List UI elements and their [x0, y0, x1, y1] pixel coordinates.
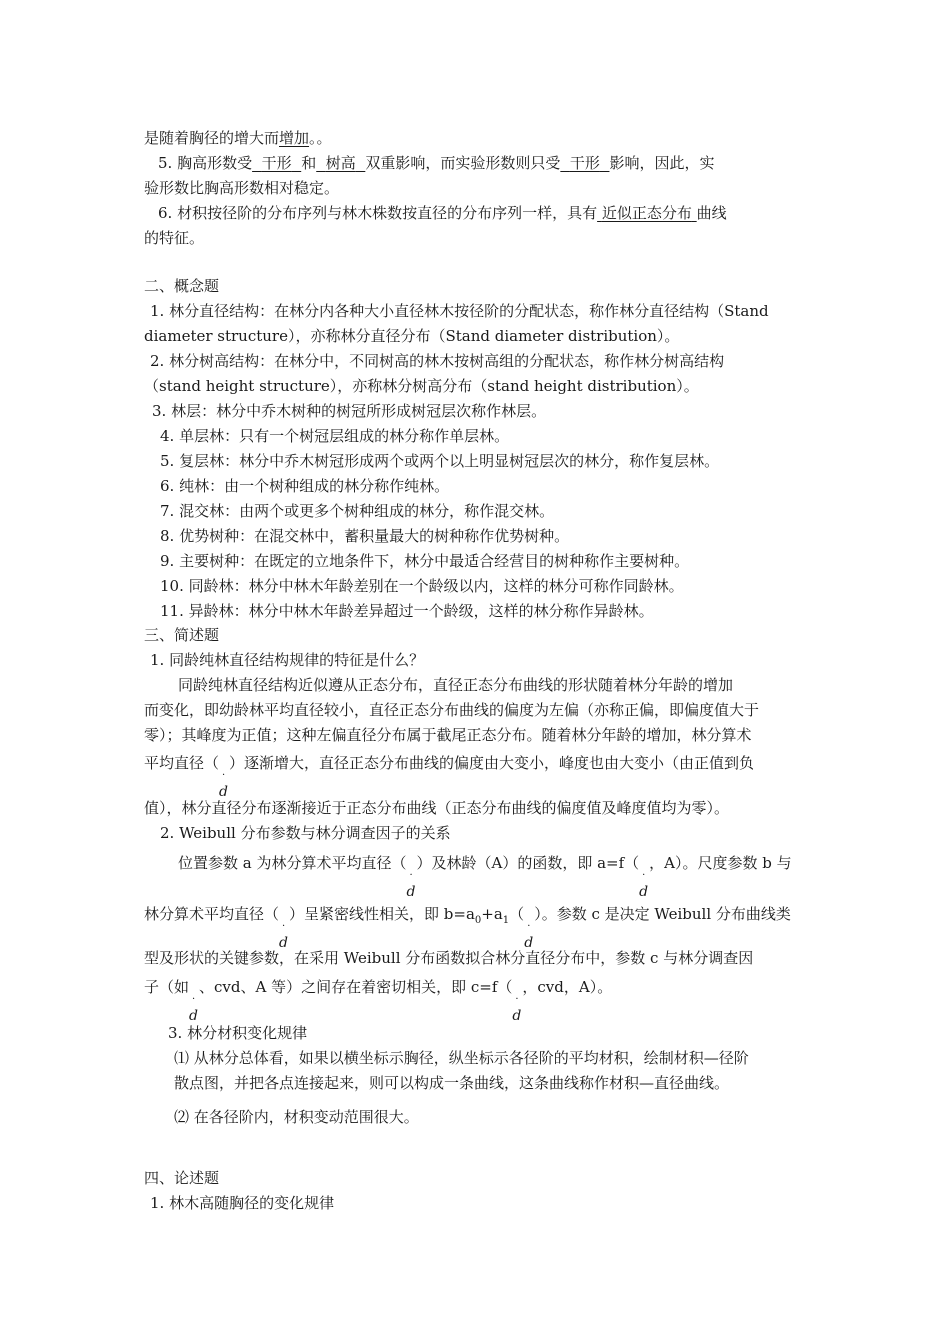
- paragraph-line: 散点图，并把各点连接起来，则可以构成一条曲线，这条曲线称作材积—直径曲线。: [174, 1074, 730, 1092]
- concept-item: 4. 单层林：只有一个树冠层组成的林分称作单层林。: [160, 427, 510, 445]
- concept-item: 3. 林层：林分中乔木树种的树冠所形成树冠层次称作林层。: [152, 402, 547, 420]
- paragraph-line: 型及形状的关键参数，在采用 Weibull 分布函数拟合林分直径分布中，参数 c 与林分调查因: [144, 949, 754, 967]
- concept-item: diameter structure），亦称林分直径分布（Stand diameter distribution）。: [144, 327, 680, 345]
- concept-item: 10. 同龄林：林分中林木年龄差别在一个龄级以内，这样的林分可称作同龄林。: [160, 577, 684, 595]
- concept-item: 5. 复层林：林分中乔木树冠形成两个或两个以上明显树冠层次的林分，称作复层林。: [160, 452, 720, 470]
- concept-item: 6. 纯林：由一个树种组成的林分称作纯林。: [160, 477, 450, 495]
- concept-item: 2. 林分树高结构：在林分中，不同树高的林木按树高组的分配状态，称作林分树高结构: [150, 352, 725, 370]
- section-heading: 二、概念题: [144, 277, 220, 295]
- question-title: 3. 林分材积变化规律: [168, 1024, 308, 1042]
- answer-blank: 干形: [261, 154, 292, 172]
- concept-item: 7. 混交林：由两个或更多个树种组成的林分，称作混交林。: [160, 502, 555, 520]
- paragraph-line: 值），林分直径分布逐渐接近于正态分布曲线（正态分布曲线的偏度值及峰度值均为零）。: [144, 799, 730, 817]
- concept-item: 9. 主要树种：在既定的立地条件下，林分中最适合经营目的树种称作主要树种。: [160, 552, 690, 570]
- paragraph-line: ⑵ 在各径阶内，材积变动范围很大。: [174, 1108, 419, 1126]
- section-heading: 四、论述题: [144, 1169, 220, 1187]
- question-5: 5. 胸高形数受 干形 和 树高 双重影响，而实验形数则只受 干形 影响，因此，实: [158, 154, 715, 172]
- answer-blank: 近似正态分布: [601, 204, 692, 222]
- section-heading: 三、简述题: [144, 626, 220, 644]
- question-title: 2. Weibull 分布参数与林分调查因子的关系: [160, 824, 451, 842]
- concept-item: 1. 林分直径结构：在林分内各种大小直径林木按径阶的分配状态，称作林分直径结构（Stand: [150, 302, 769, 320]
- question-title: 1. 同龄纯林直径结构规律的特征是什么？: [150, 651, 425, 669]
- paragraph-line: 的特征。: [144, 229, 205, 247]
- question-6: 6. 材积按径阶的分布序列与林木株数按直径的分布序列一样，具有 近似正态分布 曲线: [158, 204, 727, 222]
- paragraph-line: 而变化，即幼龄林平均直径较小，直径正态分布曲线的偏度为左偏（亦称正偏，即偏度值大于: [144, 701, 760, 719]
- concept-item: （stand height structure），亦称林分树高分布（stand height distribution）。: [144, 377, 699, 395]
- paragraph-line: 平均直径（ · d ）逐渐增大，直径正态分布曲线的偏度由大变小，峰度也由大变小（由正值到负: [144, 754, 755, 800]
- paragraph-line: 位置参数 a 为林分算术平均直径（ · d ）及林龄（A）的函数，即 a=f（ · d ，A）。尺度参数 b 与: [178, 854, 792, 900]
- paragraph-line: 是随着胸径的增大而增加。。: [144, 129, 332, 147]
- paragraph-line: ⑴ 从林分总体看，如果以横坐标示胸径，纵坐标示各径阶的平均材积，绘制材积—径阶: [174, 1049, 749, 1067]
- paragraph-line: 验形数比胸高形数相对稳定。: [144, 179, 340, 197]
- question-title: 1. 林木高随胸径的变化规律: [150, 1194, 335, 1212]
- answer-blank: 增加: [279, 129, 310, 147]
- concept-item: 8. 优势树种：在混交林中，蓄积量最大的树种称作优势树种。: [160, 527, 570, 545]
- paragraph-line: 子（如 · d 、cvd、A 等）之间存在着密切相关，即 c=f（ · d ，cvd，A）。: [144, 978, 613, 1024]
- paragraph-line: 同龄纯林直径结构近似遵从正态分布，直径正态分布曲线的形状随着林分年龄的增加: [178, 676, 734, 694]
- paragraph-line: 林分算术平均直径（ · d ）呈紧密线性相关，即 $b=a_0+a_1$（ · d ）。参数 c 是决定 Weibull 分布曲线类: [144, 905, 791, 951]
- answer-blank: 树高: [325, 154, 356, 172]
- paragraph-line: 零）；其峰度为正值；这种左偏直径分布属于截尾正态分布。随着林分年龄的增加，林分算术: [144, 726, 752, 744]
- concept-item: 11. 异龄林：林分中林木年龄差异超过一个龄级，这样的林分称作异龄林。: [160, 602, 654, 620]
- answer-blank: 干形: [569, 154, 600, 172]
